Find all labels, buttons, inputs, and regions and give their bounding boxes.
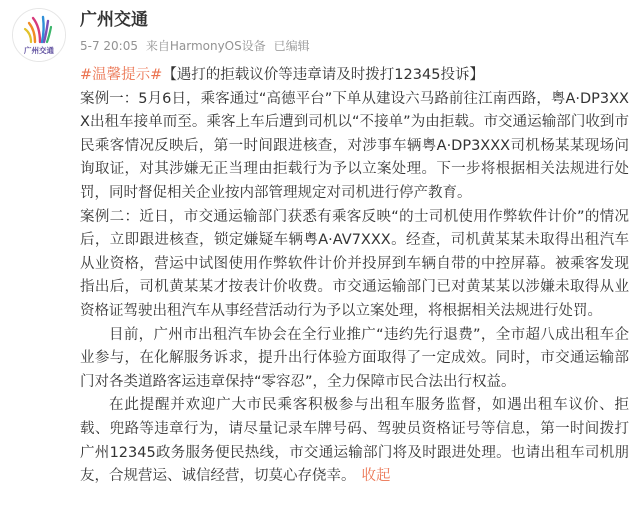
post-time[interactable]: 5-7 20:05 [80,39,138,53]
edited-label[interactable]: 已编辑 [273,39,310,53]
reminder-paragraph [80,394,629,488]
collapse-button[interactable]: 收起 [361,468,391,485]
post-content [80,64,629,489]
author-name[interactable]: 广州交通 [80,10,148,30]
guangzhou-transport-logo-icon [13,9,65,61]
post-title: 【遇打的拒载议价等违章请及时拨打12345投诉】 [162,67,484,83]
post-meta [80,38,314,54]
source-device[interactable]: HarmonyOS设备 [169,39,266,53]
post-header-line [80,64,629,88]
status-paragraph: 目前，广州市出租汽车协会在全行业推广“违约先行退费”，全市超八成出租车企业参与，在化解服务诉求，提升出行体验方面取得了一定成效。同时，市交通运输部门对各类道路客运违章保持“零容忍”，全力保障市民合法出行权益。 [80,326,629,390]
source-prefix: 来自 [145,39,170,53]
reminder-text: 在此提醒并欢迎广大市民乘客积极参与出租车服务监督，如遇出租车议价、拒载、兜路等违章行为，请尽量记录车牌号码、驾驶员资格证号等信息，第一时间拨打广州12345政务服务便民热线，市交通运输部门将及时跟进处理。也请出租车司机朋友，合规营运、诚信经营，切莫心存侥幸。 [80,397,629,485]
avatar[interactable] [12,8,66,62]
topic-link[interactable]: #温馨提示# [80,67,163,83]
case-two-paragraph: 案例二：近日，市交通运输部门获悉有乘客反映“的士司机使用作弊软件计价”的情况后，立即跟进核查，锁定嫌疑车辆粤A·AV7XXX。经查，司机黄某某未取得出租汽车从业资格，营运中试图使用作弊软件计价并投屏到车辆自带的中控屏幕。被乘客发现指出后，司机黄某某才按表计价收费。市交通运输部门已对黄某某以涉嫌未取得从业资格证驾驶出租汽车从事经营活动行为予以立案处理，将根据相关法规进行处罚。 [80,208,629,319]
case-one-paragraph: 案例一：5月6日，乘客通过“高德平台”下单从建设六马路前往江南西路，粤A·DP3XXX出租车接单而至。乘客上车后遭到司机以“不接单”为由拒载。市交通运输部门收到市民乘客情况反映后，第一时间跟进核查，对涉事车辆粤A·DP3XXX司机杨某某现场问询取证，对其涉嫌无正当理由拒载行为予以立案处理。下一步将根据相关法规进行处罚，同时督促相关企业按内部管理规定对司机进行停产教育。 [80,90,629,201]
avatar-caption: 广州交通 [24,46,54,55]
